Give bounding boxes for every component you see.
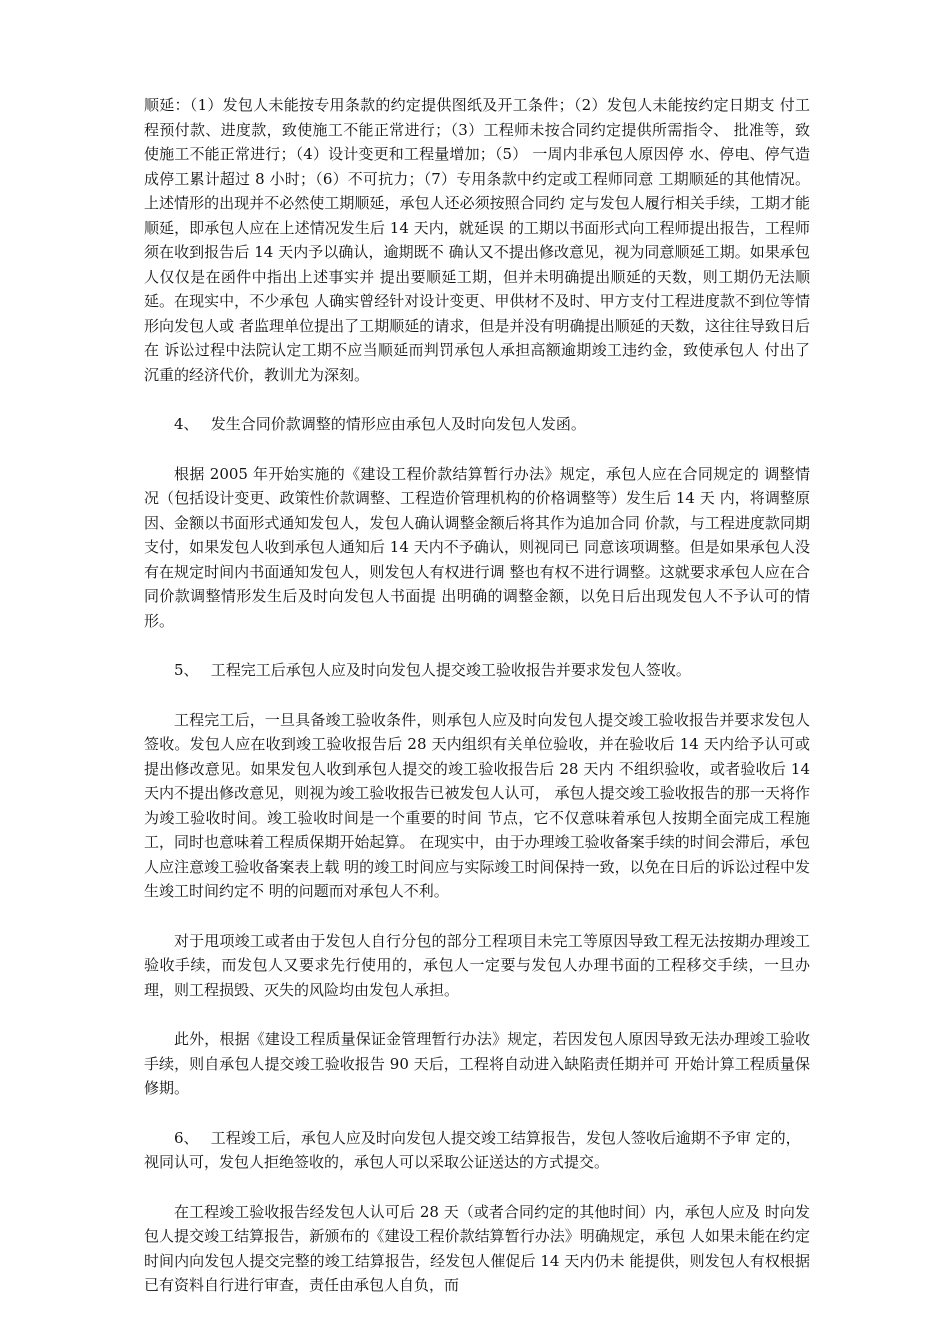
paragraph-3: 工程完工后，一旦具备竣工验收条件，则承包人应及时向发包人提交竣工验收报告并要求发包人签收。发包人应在收到竣工验收报告后 28 天内组织有关单位验收，并在验收后 14 天内给予认可或提出修改意见。如果发包人收到承包人提交的竣工验收报告后 28 天内 不组织验收，或者验收后 14 天内不提出修改意见，则视为竣工验收报告已被发包人认可， 承包人提交竣工验收报告的那一天将作为竣工验收时间。竣工验收时间是一个重要的时间 节点，它不仅意味着承包人按期全面完成工程施工，同时也意味着工程质保期开始起算。 在现实中，由于办理竣工验收备案手续的时间会滞后，承包人应注意竣工验收备案表上载 明的竣工时间应与实际竣工时间保持一致，以免在日后的诉讼过程中发生竣工时间约定不 明的问题而对承包人不利。 (144, 710, 810, 900)
paragraph-6: 在工程竣工验收报告经发包人认可后 28 天（或者合同约定的其他时间）内，承包人应及 时向发包人提交竣工结算报告，新颁布的《建设工程价款结算暂行办法》明确规定，承包 人如果未能在约定时间内向发包人提交完整的竣工结算报告，经发包人催促后 14 天内仍未 能提供，则发包人有权根据已有资料自行进行审查，责任由承包人自负，而 (144, 1202, 810, 1294)
section-heading-4: 4、 发生合同价款调整的情形应由承包人及时向发包人发函。 (174, 415, 586, 433)
paragraph-1: 顺延：（1）发包人未能按专用条款的约定提供图纸及开工条件；（2）发包人未能按约定日期支 付工程预付款、进度款，致使施工不能正常进行；（3）工程师未按合同约定提供所需指令、 批准等，致使施工不能正常进行；（4）设计变更和工程量增加；（5） 一周内非承包人原因停 水、停电、停气造成停工累计超过 8 小时；（6）不可抗力；（7）专用条款中约定或工程师同意 工期顺延的其他情况。上述情形的出现并不必然使工期顺延，承包人还必须按照合同约 定与发包人履行相关手续，工期才能顺延，即承包人应在上述情况发生后 14 天内，就延误 的工期以书面形式向工程师提出报告，工程师须在收到报告后 14 天内予以确认，逾期既不 确认又不提出修改意见，视为同意顺延工期。如果承包人仅仅是在函件中指出上述事实并 提出要顺延工期，但并未明确提出顺延的天数，则工期仍无法顺延。在现实中，不少承包 人确实曾经针对设计变更、甲供材不及时、甲方支付工程进度款不到位等情形向发包人或 者监理单位提出了工期顺延的请求，但是并没有明确提出顺延的天数，这往往导致日后在 诉讼过程中法院认定工期不应当顺延而判罚承包人承担高额逾期竣工违约金，致使承包人 付出了沉重的经济代价，教训尤为深刻。 (144, 96, 810, 384)
paragraph-4: 对于甩项竣工或者由于发包人自行分包的部分工程项目未完工等原因导致工程无法按期办理竣工验收手续，而发包人又要求先行使用的，承包人一定要与发包人办理书面的工程移交手续，一旦办理，则工程损毁、灭失的风险均由发包人承担。 (144, 931, 810, 999)
paragraph-gap (144, 683, 810, 708)
paragraph-gap (144, 633, 810, 658)
paragraph-gap (144, 437, 810, 462)
paragraph-2: 根据 2005 年开始实施的《建设工程价款结算暂行办法》规定，承包人应在合同规定的 调整情况（包括设计变更、政策性价款调整、工程造价管理机构的价格调整等）发生后 14 天 内，将调整原因、金额以书面形式通知发包人，发包人确认调整金额后将其作为追加合同 价款，与工程进度款同期支付，如果发包人收到承包人通知后 14 天内不予确认，则视同已 同意该项调整。但是如果承包人没有在规定时间内书面通知发包人，则发包人有权进行调 整也有权不进行调整。这就要求承包人应在合同价款调整情形发生后及时向发包人书面提 出明确的调整金额，以免日后出现发包人不予认可的情形。 (144, 464, 810, 630)
document-page (144, 93, 810, 1298)
paragraph-gap (144, 904, 810, 929)
section-heading-6: 6、 工程竣工后，承包人应及时向发包人提交竣工结算报告，发包人签收后逾期不予审 定的，视同认可，发包人拒绝签收的，承包人可以采取公证送达的方式提交。 (144, 1128, 801, 1171)
section-heading-5: 5、 工程完工后承包人应及时向发包人提交竣工验收报告并要求发包人签收。 (174, 661, 691, 679)
paragraph-5: 此外，根据《建设工程质量保证金管理暂行办法》规定，若因发包人原因导致无法办理竣工验收手续，则自承包人提交竣工验收报告 90 天后，工程将自动进入缺陷责任期并可 开始计算工程质量保修期。 (144, 1030, 810, 1097)
paragraph-gap (144, 1175, 810, 1200)
paragraph-gap (144, 387, 810, 412)
paragraph-gap (144, 1101, 810, 1126)
paragraph-gap (144, 1002, 810, 1027)
